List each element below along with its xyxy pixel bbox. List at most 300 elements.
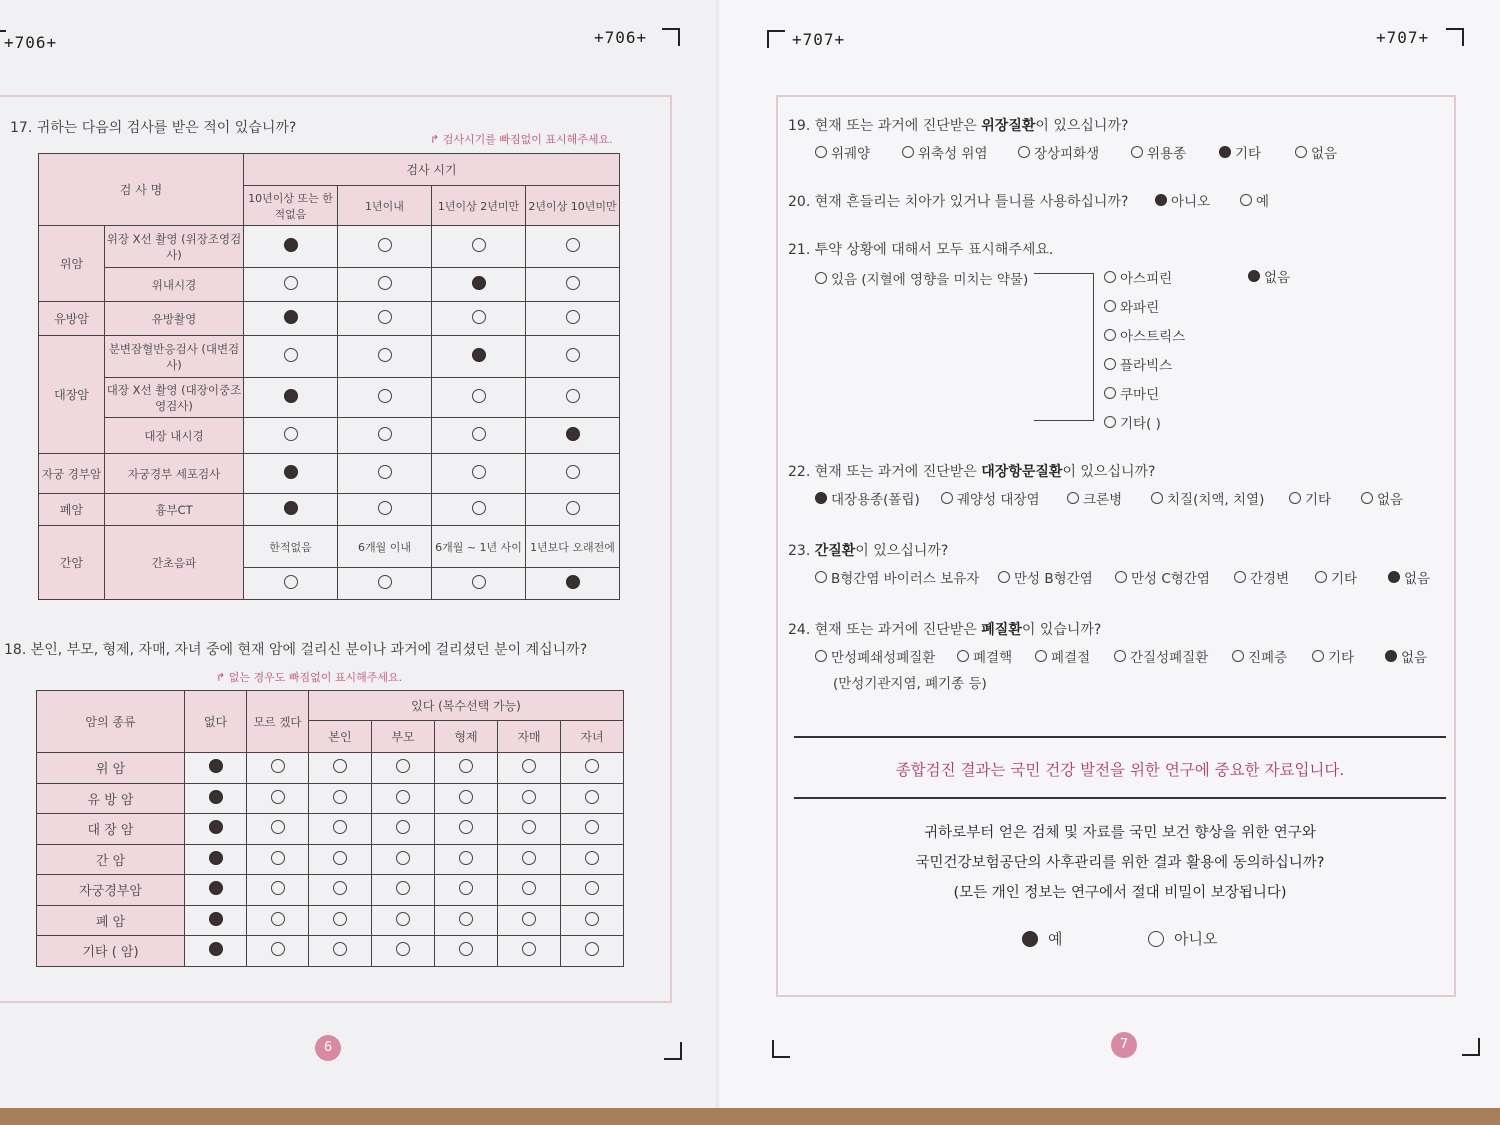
- q21-drug-2[interactable]: 아스트릭스: [1104, 325, 1185, 345]
- q18-r5-c0[interactable]: [185, 905, 247, 936]
- radio-icon: [284, 427, 298, 441]
- radio-icon: [1104, 358, 1116, 370]
- radio-icon: [1104, 300, 1116, 312]
- cancer-type-label: 폐 암: [37, 905, 185, 936]
- q23-option-3[interactable]: 간경변: [1234, 567, 1289, 587]
- radio-icon: [396, 942, 410, 956]
- q20-option-1[interactable]: 예: [1240, 190, 1269, 210]
- radio-icon: [271, 790, 285, 804]
- q18-r6-c5[interactable]: [498, 936, 561, 967]
- table-row: [39, 268, 620, 302]
- page-code-topright: +707+: [1376, 28, 1430, 47]
- rel-3: 자매: [498, 721, 561, 753]
- radio-icon: [284, 575, 298, 589]
- radio-icon: [585, 912, 599, 926]
- radio-icon: [1361, 492, 1373, 504]
- q17-r5-c3[interactable]: [526, 418, 620, 454]
- radio-icon: [998, 571, 1010, 583]
- q18-r2-c3[interactable]: [372, 814, 435, 845]
- radio-icon: [378, 348, 392, 362]
- q17-r4-c2[interactable]: [432, 378, 526, 418]
- q21-drug-4[interactable]: 쿠마딘: [1104, 383, 1159, 403]
- radio-icon: [459, 942, 473, 956]
- radio-icon: [209, 820, 223, 834]
- cancer-type-label: 대 장 암: [37, 814, 185, 845]
- radio-icon: [333, 912, 347, 926]
- q18-r3-c5[interactable]: [498, 844, 561, 875]
- radio-icon: [333, 942, 347, 956]
- q21-drug-5[interactable]: 기타( ): [1104, 412, 1161, 432]
- radio-icon: [585, 759, 599, 773]
- table-row: [39, 494, 620, 526]
- q18-r0-c4[interactable]: [435, 753, 498, 784]
- radio-icon: [566, 348, 580, 362]
- radio-icon: [284, 238, 298, 252]
- group-label: 폐암: [39, 494, 105, 526]
- test-label: 간초음파: [105, 526, 244, 600]
- radio-icon: [941, 492, 953, 504]
- q17-r2-c2[interactable]: [432, 302, 526, 336]
- radio-icon: [209, 881, 223, 895]
- radio-icon: [378, 501, 392, 515]
- q22-option-1[interactable]: 궤양성 대장염: [941, 488, 1040, 508]
- q19-option-3[interactable]: 위용종: [1131, 142, 1186, 162]
- q18-note: ↱ 없는 경우도 빠짐없이 표시해주세요.: [216, 671, 403, 684]
- q24-option-2[interactable]: 폐결절: [1035, 646, 1090, 666]
- q23-text: 23. 간질환이 있으십니까?: [788, 543, 949, 559]
- q17-r1-c2[interactable]: [432, 268, 526, 302]
- q18-r3-c2[interactable]: [309, 844, 372, 875]
- radio-icon: [396, 912, 410, 926]
- q24-option-3[interactable]: 간질성폐질환: [1114, 646, 1208, 666]
- q17-r3-c3[interactable]: [526, 336, 620, 378]
- radio-icon: [472, 427, 486, 441]
- radio-icon: [957, 650, 969, 662]
- radio-icon: [209, 790, 223, 804]
- crop-mark: [1446, 28, 1464, 46]
- q17-r5-c0[interactable]: [244, 418, 338, 454]
- radio-icon: [378, 238, 392, 252]
- q19-option-5[interactable]: 없음: [1295, 142, 1337, 162]
- radio-icon: [585, 942, 599, 956]
- radio-icon: [209, 851, 223, 865]
- radio-icon: [1289, 492, 1301, 504]
- q21-has-option[interactable]: 있음 (지혈에 영향을 미치는 약물): [815, 268, 1028, 288]
- radio-icon: [1219, 146, 1231, 158]
- test-label: 분변잠혈반응검사 (대변검사): [105, 336, 244, 378]
- radio-icon: [378, 465, 392, 479]
- radio-icon: [566, 427, 580, 441]
- crop-mark: [1462, 1038, 1480, 1056]
- q17-r4-c3[interactable]: [526, 378, 620, 418]
- q24-option-4[interactable]: 진폐증: [1232, 646, 1287, 666]
- q22-option-4[interactable]: 기타: [1289, 488, 1331, 508]
- q18-r5-c2[interactable]: [309, 905, 372, 936]
- rel-0: 본인: [309, 721, 372, 753]
- crop-mark: [767, 30, 785, 48]
- radio-icon: [1385, 650, 1397, 662]
- radio-icon: [459, 759, 473, 773]
- q18-r2-c0[interactable]: [185, 814, 247, 845]
- q21-drug-1[interactable]: 와파린: [1104, 296, 1159, 316]
- q17-r0-c1[interactable]: [338, 226, 432, 268]
- radio-icon: [1388, 571, 1400, 583]
- consent-no-option[interactable]: 아니오: [1148, 928, 1217, 949]
- radio-icon: [1248, 270, 1260, 282]
- crop-mark: [0, 30, 6, 48]
- radio-icon: [566, 389, 580, 403]
- radio-icon: [1234, 571, 1246, 583]
- q17-r6-c3[interactable]: [526, 454, 620, 494]
- radio-icon: [1067, 492, 1079, 504]
- q18-r5-c4[interactable]: [435, 905, 498, 936]
- q18-r0-c1[interactable]: [247, 753, 309, 784]
- q17-r8-c2[interactable]: [432, 568, 526, 600]
- table-row: [37, 844, 624, 875]
- q18-r0-c3[interactable]: [372, 753, 435, 784]
- q24-option-5[interactable]: 기타: [1312, 646, 1354, 666]
- q17-r5-c2[interactable]: [432, 418, 526, 454]
- radio-icon: [378, 310, 392, 324]
- test-label: 자궁경부 세포검사: [105, 454, 244, 494]
- q22-option-5[interactable]: 없음: [1361, 488, 1403, 508]
- q18-r4-c5[interactable]: [498, 875, 561, 906]
- q17-r1-c3[interactable]: [526, 268, 620, 302]
- period-1: 1년이내: [338, 186, 432, 226]
- table-row: [39, 302, 620, 336]
- group-label: 간암: [39, 526, 105, 600]
- crop-mark: [664, 1042, 682, 1060]
- table-row: [39, 378, 620, 418]
- table-row: [37, 783, 624, 814]
- radio-icon: [209, 942, 223, 956]
- radio-icon: [1022, 931, 1038, 947]
- radio-icon: [472, 348, 486, 362]
- liver-period-3: 1년보다 오래전에: [526, 526, 620, 568]
- q22-option-3[interactable]: 치질(치액, 치열): [1151, 488, 1264, 508]
- q19-option-0[interactable]: 위궤양: [815, 142, 870, 162]
- radio-icon: [1312, 650, 1324, 662]
- col-period: 검사 시기: [244, 154, 620, 186]
- radio-icon: [1104, 271, 1116, 283]
- q21-none-option[interactable]: 없음: [1248, 266, 1290, 286]
- radio-icon: [815, 650, 827, 662]
- page-number-right: 7: [1111, 1032, 1137, 1058]
- q17-r8-c0[interactable]: [244, 568, 338, 600]
- q24-option-6[interactable]: 없음: [1385, 646, 1427, 666]
- q18-r1-c5[interactable]: [498, 783, 561, 814]
- q22-text: 22. 현재 또는 과거에 진단받은 대장항문질환이 있으십니까?: [788, 464, 1156, 480]
- radio-icon: [271, 912, 285, 926]
- col-cancer-type: 암의 종류: [37, 691, 185, 753]
- col-unknown: 모르 겠다: [247, 691, 309, 753]
- q17-table: [38, 153, 620, 600]
- cancer-type-label: 기타 ( 암): [37, 936, 185, 967]
- q23-option-1[interactable]: 만성 B형간염: [998, 567, 1093, 587]
- q18-r1-c3[interactable]: [372, 783, 435, 814]
- radio-icon: [333, 851, 347, 865]
- group-label: 유방암: [39, 302, 105, 336]
- q17-r1-c1[interactable]: [338, 268, 432, 302]
- q18-r2-c1[interactable]: [247, 814, 309, 845]
- desk-surface: [0, 1108, 1500, 1125]
- radio-icon: [815, 571, 827, 583]
- radio-icon: [396, 759, 410, 773]
- q17-r0-c3[interactable]: [526, 226, 620, 268]
- q18-r3-c6[interactable]: [561, 844, 624, 875]
- q17-r4-c1[interactable]: [338, 378, 432, 418]
- q17-r7-c0[interactable]: [244, 494, 338, 526]
- table-row: [37, 814, 624, 845]
- test-label: 위장 X선 촬영 (위장조영검사): [105, 226, 244, 268]
- col-none: 없다: [185, 691, 247, 753]
- radio-icon: [284, 465, 298, 479]
- radio-icon: [459, 881, 473, 895]
- q23-option-0[interactable]: B형간염 바이러스 보유자: [815, 567, 979, 587]
- q18-r1-c0[interactable]: [185, 783, 247, 814]
- q17-r8-c3[interactable]: [526, 568, 620, 600]
- left-page: [0, 0, 722, 1108]
- q17-r2-c0[interactable]: [244, 302, 338, 336]
- q17-r1-c0[interactable]: [244, 268, 338, 302]
- radio-icon: [333, 759, 347, 773]
- q17-r7-c3[interactable]: [526, 494, 620, 526]
- radio-icon: [566, 238, 580, 252]
- q18-r6-c4[interactable]: [435, 936, 498, 967]
- radio-icon: [459, 851, 473, 865]
- radio-icon: [284, 348, 298, 362]
- radio-icon: [284, 389, 298, 403]
- group-label: 대장암: [39, 336, 105, 454]
- test-label: 흉부CT: [105, 494, 244, 526]
- period-0: 10년이상 또는 한적없음: [244, 186, 338, 226]
- q18-r6-c2[interactable]: [309, 936, 372, 967]
- q18-r0-c2[interactable]: [309, 753, 372, 784]
- col-test-name: 검 사 명: [39, 154, 244, 226]
- q17-r6-c1[interactable]: [338, 454, 432, 494]
- q18-r5-c5[interactable]: [498, 905, 561, 936]
- radio-icon: [902, 146, 914, 158]
- q23-option-4[interactable]: 기타: [1315, 567, 1357, 587]
- radio-icon: [396, 820, 410, 834]
- q17-r0-c2[interactable]: [432, 226, 526, 268]
- radio-icon: [271, 881, 285, 895]
- q17-r3-c0[interactable]: [244, 336, 338, 378]
- radio-icon: [1131, 146, 1143, 158]
- q18-r1-c1[interactable]: [247, 783, 309, 814]
- radio-icon: [522, 881, 536, 895]
- consent-line-2: 국민건강보험공단의 사후관리를 위한 결과 활용에 동의하십니까?: [915, 855, 1325, 871]
- q18-r3-c3[interactable]: [372, 844, 435, 875]
- q18-r6-c0[interactable]: [185, 936, 247, 967]
- radio-icon: [472, 276, 486, 290]
- q24-option-1[interactable]: 폐결핵: [957, 646, 1012, 666]
- radio-icon: [566, 575, 580, 589]
- radio-icon: [459, 912, 473, 926]
- col-yes: 있다 (복수선택 가능): [309, 691, 624, 721]
- radio-icon: [333, 790, 347, 804]
- radio-icon: [209, 759, 223, 773]
- radio-icon: [396, 790, 410, 804]
- radio-icon: [585, 790, 599, 804]
- q18-r4-c6[interactable]: [561, 875, 624, 906]
- table-row: [39, 454, 620, 494]
- q18-r4-c2[interactable]: [309, 875, 372, 906]
- q17-r6-c0[interactable]: [244, 454, 338, 494]
- radio-icon: [271, 759, 285, 773]
- test-label: 대장 X선 촬영 (대장이중조영검사): [105, 378, 244, 418]
- radio-icon: [333, 820, 347, 834]
- radio-icon: [522, 912, 536, 926]
- q17-r0-c0[interactable]: [244, 226, 338, 268]
- banner-text: 종합검진 결과는 국민 건강 발전을 위한 연구에 중요한 자료입니다.: [895, 761, 1345, 779]
- radio-icon: [271, 942, 285, 956]
- table-row: [39, 418, 620, 454]
- radio-icon: [284, 310, 298, 324]
- q18-r3-c0[interactable]: [185, 844, 247, 875]
- test-label: 대장 내시경: [105, 418, 244, 454]
- radio-icon: [396, 881, 410, 895]
- radio-icon: [1151, 492, 1163, 504]
- q18-r4-c1[interactable]: [247, 875, 309, 906]
- q19-option-1[interactable]: 위축성 위염: [902, 142, 988, 162]
- q18-r1-c6[interactable]: [561, 783, 624, 814]
- q18-r2-c6[interactable]: [561, 814, 624, 845]
- q23-option-5[interactable]: 없음: [1388, 567, 1430, 587]
- test-label: 유방촬영: [105, 302, 244, 336]
- radio-icon: [472, 310, 486, 324]
- consent-yes-option[interactable]: 예: [1022, 928, 1063, 949]
- q18-r5-c1[interactable]: [247, 905, 309, 936]
- q18-r4-c0[interactable]: [185, 875, 247, 906]
- table-row: [37, 753, 624, 784]
- q22-option-0[interactable]: 대장용종(폴립): [815, 488, 920, 508]
- q17-note: ↱ 검사시기를 빠짐없이 표시해주세요.: [430, 133, 613, 146]
- radio-icon: [459, 820, 473, 834]
- radio-icon: [1240, 194, 1252, 206]
- radio-icon: [472, 501, 486, 515]
- q17-r7-c1[interactable]: [338, 494, 432, 526]
- q17-r7-c2[interactable]: [432, 494, 526, 526]
- radio-icon: [566, 276, 580, 290]
- radio-icon: [1115, 571, 1127, 583]
- radio-icon: [1114, 650, 1126, 662]
- q22-option-2[interactable]: 크론병: [1067, 488, 1122, 508]
- radio-icon: [472, 389, 486, 403]
- q18-r1-c4[interactable]: [435, 783, 498, 814]
- radio-icon: [378, 389, 392, 403]
- q18-r5-c6[interactable]: [561, 905, 624, 936]
- q18-r3-c4[interactable]: [435, 844, 498, 875]
- consent-line-1: 귀하로부터 얻은 검체 및 자료를 국민 보건 향상을 위한 연구와: [924, 825, 1316, 841]
- radio-icon: [378, 427, 392, 441]
- q18-r5-c3[interactable]: [372, 905, 435, 936]
- radio-icon: [333, 881, 347, 895]
- q17-r3-c1[interactable]: [338, 336, 432, 378]
- radio-icon: [1315, 571, 1327, 583]
- q21-drug-0[interactable]: 아스피린: [1104, 267, 1172, 287]
- cancer-type-label: 자궁경부암: [37, 875, 185, 906]
- q18-r0-c0[interactable]: [185, 753, 247, 784]
- rel-1: 부모: [372, 721, 435, 753]
- table-row: [37, 875, 624, 906]
- divider: [794, 797, 1446, 799]
- q18-r1-c2[interactable]: [309, 783, 372, 814]
- page-code-topright: +706+: [594, 28, 648, 47]
- q17-r2-c1[interactable]: [338, 302, 432, 336]
- liver-period-2: 6개월 ~ 1년 사이: [432, 526, 526, 568]
- q17-r2-c3[interactable]: [526, 302, 620, 336]
- period-3: 2년이상 10년미만: [526, 186, 620, 226]
- liver-period-row: [39, 526, 620, 568]
- radio-icon: [566, 465, 580, 479]
- radio-icon: [1018, 146, 1030, 158]
- test-label: 위내시경: [105, 268, 244, 302]
- q18-r0-c5[interactable]: [498, 753, 561, 784]
- q21-text: 21. 투약 상황에 대해서 모두 표시해주세요.: [788, 242, 1054, 258]
- q18-r0-c6[interactable]: [561, 753, 624, 784]
- q17-r5-c1[interactable]: [338, 418, 432, 454]
- q17-r4-c0[interactable]: [244, 378, 338, 418]
- q19-text: 19. 현재 또는 과거에 진단받은 위장질환이 있으십니까?: [788, 118, 1129, 134]
- q19-option-2[interactable]: 장상피화생: [1018, 142, 1099, 162]
- table-row: [39, 336, 620, 378]
- radio-icon: [378, 276, 392, 290]
- q20-option-0[interactable]: 아니오: [1155, 190, 1210, 210]
- q18-r2-c5[interactable]: [498, 814, 561, 845]
- q18-text: 18. 본인, 부모, 형제, 자매, 자녀 중에 현재 암에 걸리신 분이나 과거에 걸리셨던 분이 계십니까?: [4, 642, 588, 658]
- radio-icon: [815, 146, 827, 158]
- q18-r4-c3[interactable]: [372, 875, 435, 906]
- radio-icon: [566, 310, 580, 324]
- radio-icon: [1155, 194, 1167, 206]
- liver-period-1: 6개월 이내: [338, 526, 432, 568]
- q18-r6-c3[interactable]: [372, 936, 435, 967]
- cancer-type-label: 간 암: [37, 844, 185, 875]
- q18-r2-c2[interactable]: [309, 814, 372, 845]
- q24-option-0[interactable]: 만성폐쇄성폐질환: [815, 646, 935, 666]
- q20-text: 20. 현재 흔들리는 치아가 있거나 틀니를 사용하십니까?: [788, 194, 1129, 210]
- radio-icon: [585, 851, 599, 865]
- q23-option-2[interactable]: 만성 C형간염: [1115, 567, 1210, 587]
- q17-r3-c2[interactable]: [432, 336, 526, 378]
- rel-4: 자녀: [561, 721, 624, 753]
- q19-option-4[interactable]: 기타: [1219, 142, 1261, 162]
- radio-icon: [1148, 931, 1164, 947]
- radio-icon: [585, 881, 599, 895]
- rel-2: 형제: [435, 721, 498, 753]
- radio-icon: [271, 851, 285, 865]
- q17-r8-c1[interactable]: [338, 568, 432, 600]
- q18-r3-c1[interactable]: [247, 844, 309, 875]
- q24-sub-note: (만성기관지염, 폐기종 등): [833, 676, 987, 692]
- radio-icon: [522, 851, 536, 865]
- q18-r6-c6[interactable]: [561, 936, 624, 967]
- q21-drug-3[interactable]: 플라빅스: [1104, 354, 1172, 374]
- radio-icon: [815, 272, 827, 284]
- radio-icon: [459, 790, 473, 804]
- q18-r6-c1[interactable]: [247, 936, 309, 967]
- q17-r6-c2[interactable]: [432, 454, 526, 494]
- cancer-type-label: 위 암: [37, 753, 185, 784]
- radio-icon: [815, 492, 827, 504]
- radio-icon: [209, 912, 223, 926]
- period-2: 1년이상 2년미만: [432, 186, 526, 226]
- q18-r4-c4[interactable]: [435, 875, 498, 906]
- radio-icon: [522, 942, 536, 956]
- q17-text: 17. 귀하는 다음의 검사를 받은 적이 있습니까?: [10, 120, 297, 136]
- q18-r2-c4[interactable]: [435, 814, 498, 845]
